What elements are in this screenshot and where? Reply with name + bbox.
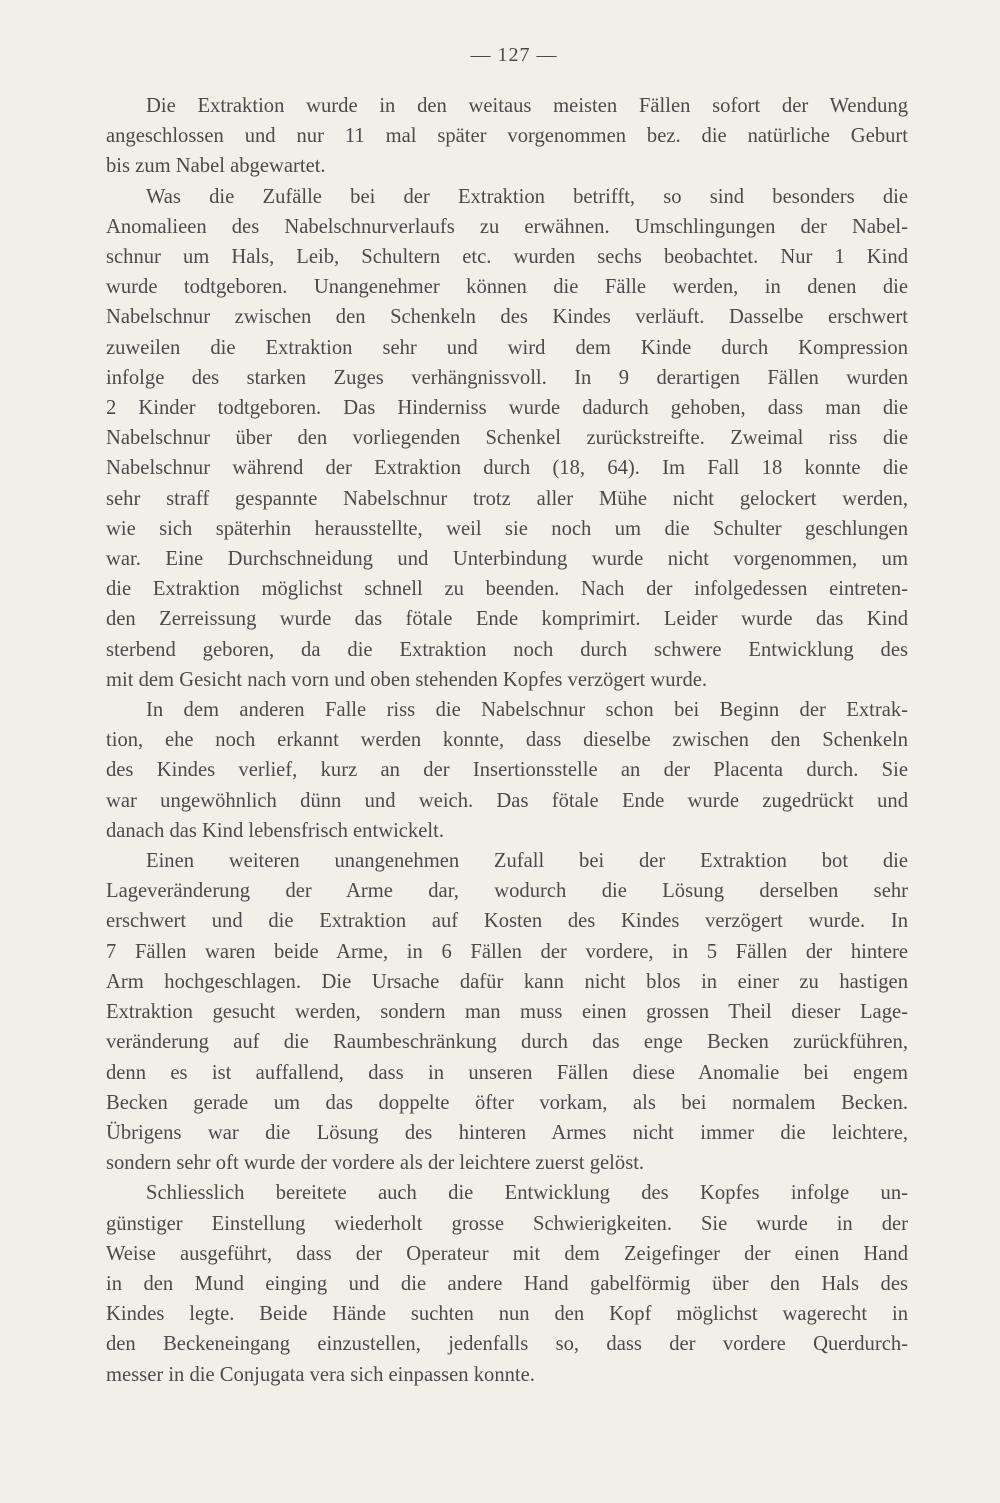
text-line: Was die Zufälle bei der Extraktion betrifft, so sind besonders die	[146, 185, 908, 208]
text-line: bis zum Nabel abgewartet.	[106, 155, 326, 178]
text-line: war ungewöhnlich dünn und weich. Das fötale Ende wurde zugedrückt und	[106, 789, 908, 812]
text-line: Kindes legte. Beide Hände suchten nun den Kopf möglichst wagerecht in	[106, 1303, 908, 1326]
text-line: angeschlossen und nur 11 mal später vorgenommen bez. die natürliche Geburt	[106, 125, 908, 148]
paragraph	[106, 91, 908, 182]
text-line: Weise ausgeführt, dass der Operateur mit dem Zeigefinger der einen Hand	[106, 1242, 908, 1265]
text-line: Nabelschnur während der Extraktion durch (18, 64). Im Fall 18 konnte die	[106, 457, 908, 480]
text-line: 2 Kinder todtgeboren. Das Hinderniss wurde dadurch gehoben, dass man die	[106, 397, 908, 420]
text-line: wurde todtgeboren. Unangenehmer können die Fälle werden, in denen die	[106, 276, 908, 299]
page-number: — 127 —	[470, 44, 558, 66]
text-line: messer in die Conjugata vera sich einpassen konnte.	[106, 1363, 535, 1386]
text-line: tion, ehe noch erkannt werden konnte, dass dieselbe zwischen den Schenkeln	[106, 729, 908, 752]
text-line: wie sich späterhin herausstellte, weil sie noch um die Schulter geschlungen	[106, 517, 908, 540]
text-line: Nabelschnur zwischen den Schenkeln des Kindes verläuft. Dasselbe erschwert	[106, 306, 908, 329]
paragraph	[106, 846, 908, 1178]
text-line: sondern sehr oft wurde der vordere als der leichtere zuerst gelöst.	[106, 1152, 645, 1175]
text-line: günstiger Einstellung wiederholt grosse Schwierigkeiten. Sie wurde in der	[106, 1212, 908, 1235]
text-line: sterbend geboren, da die Extraktion noch durch schwere Entwicklung des	[106, 638, 908, 661]
text-line: danach das Kind lebensfrisch entwickelt.	[106, 819, 444, 842]
text-line: In dem anderen Falle riss die Nabelschnur schon bei Beginn der Extrak-	[146, 699, 908, 722]
text-line: Extraktion gesucht werden, sondern man muss einen grossen Theil dieser Lage-	[106, 1001, 908, 1024]
text-line: Becken gerade um das doppelte öfter vorkam, als bei normalem Becken.	[106, 1091, 908, 1114]
text-line: Einen weiteren unangenehmen Zufall bei der Extraktion bot die	[146, 850, 908, 873]
text-line: zuweilen die Extraktion sehr und wird dem Kinde durch Kompression	[106, 336, 908, 359]
text-line: infolge des starken Zuges verhängnissvoll. In 9 derartigen Fällen wurden	[106, 366, 908, 389]
text-line: Lageveränderung der Arme dar, wodurch die Lösung derselben sehr	[106, 880, 908, 903]
text-line: den Zerreissung wurde das fötale Ende komprimirt. Leider wurde das Kind	[106, 608, 908, 631]
text-line: Schliesslich bereitete auch die Entwicklung des Kopfes infolge un-	[146, 1182, 908, 1205]
text-line: Nabelschnur über den vorliegenden Schenkel zurückstreifte. Zweimal riss die	[106, 427, 908, 450]
text-line: Übrigens war die Lösung des hinteren Armes nicht immer die leichtere,	[106, 1121, 908, 1144]
text-line: war. Eine Durchschneidung und Unterbindung wurde nicht vorgenommen, um	[106, 548, 908, 571]
text-line: des Kindes verlief, kurz an der Insertionsstelle an der Placenta durch. Sie	[106, 759, 908, 782]
text-line: Anomalieen des Nabelschnurverlaufs zu erwähnen. Umschlingungen der Nabel-	[106, 215, 908, 238]
text-line: Arm hochgeschlagen. Die Ursache dafür kann nicht blos in einer zu hastigen	[106, 970, 908, 993]
paragraph	[106, 695, 908, 846]
text-line: mit dem Gesicht nach vorn und oben stehenden Kopfes verzögert wurde.	[106, 668, 708, 691]
text-line: schnur um Hals, Leib, Schultern etc. wurden sechs beobachtet. Nur 1 Kind	[106, 246, 908, 269]
paragraph	[106, 1178, 908, 1389]
text-line: die Extraktion möglichst schnell zu beenden. Nach der infolgedessen eintreten-	[106, 578, 908, 601]
text-line: sehr straff gespannte Nabelschnur trotz aller Mühe nicht gelockert werden,	[106, 487, 908, 510]
text-line: erschwert und die Extraktion auf Kosten des Kindes verzögert wurde. In	[106, 910, 908, 933]
text-line: in den Mund einging und die andere Hand gabelförmig über den Hals des	[106, 1272, 908, 1295]
body-text	[106, 91, 908, 1390]
text-line: den Beckeneingang einzustellen, jedenfalls so, dass der vordere Querdurch-	[106, 1333, 908, 1356]
paragraph	[106, 182, 908, 695]
text-line: 7 Fällen waren beide Arme, in 6 Fällen der vordere, in 5 Fällen der hintere	[106, 940, 908, 963]
text-line: veränderung auf die Raumbeschränkung durch das enge Becken zurückführen,	[106, 1031, 908, 1054]
text-line: denn es ist auffallend, dass in unseren Fällen diese Anomalie bei engem	[106, 1061, 908, 1084]
text-line: Die Extraktion wurde in den weitaus meisten Fällen sofort der Wendung	[146, 95, 908, 117]
